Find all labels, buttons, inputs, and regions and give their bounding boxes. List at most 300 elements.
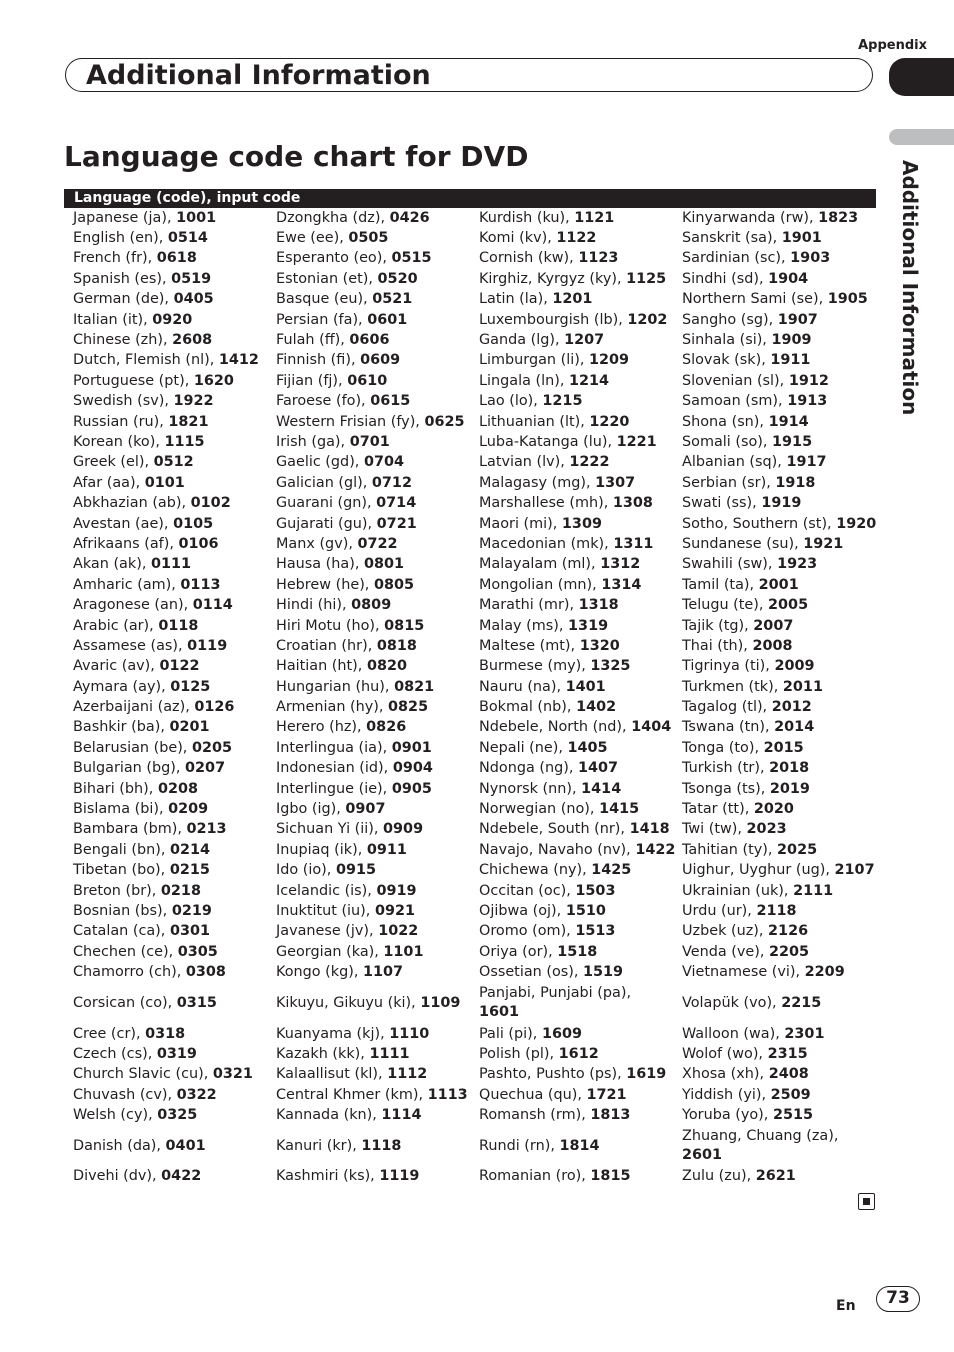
language-entry [73, 249, 197, 268]
language-name: Urdu (ur), [682, 902, 757, 919]
language-name: Manx (gv), [276, 535, 358, 552]
input-code: 2205 [768, 943, 810, 960]
table-cell [276, 432, 472, 452]
input-code: 0920 [152, 311, 193, 328]
language-name: Oriya (or), [479, 943, 558, 960]
table-cell [73, 555, 269, 575]
table-cell [276, 249, 472, 269]
language-name: Dzongkha (dz), [276, 209, 390, 226]
language-entry [479, 209, 614, 228]
language-name: Kinyarwanda (rw), [682, 209, 819, 226]
table-cell [682, 820, 878, 840]
language-name: Afrikaans (af), [73, 535, 179, 552]
language-name: Kalaallisut (kl), [276, 1066, 388, 1083]
language-name: Sanskrit (sa), [682, 230, 782, 247]
input-code: 1821 [168, 413, 209, 430]
table-cell [682, 249, 878, 269]
table-cell [276, 1024, 472, 1044]
table-cell [73, 453, 269, 473]
table-cell [479, 330, 675, 350]
table-cell [73, 228, 269, 248]
table-cell [276, 514, 472, 534]
input-code: 0514 [167, 230, 208, 247]
table-cell [682, 208, 878, 228]
table-cell [682, 269, 878, 289]
language-entry [276, 922, 418, 941]
language-entry [276, 555, 404, 574]
input-code: 0126 [194, 699, 235, 716]
input-code: 2023 [746, 821, 787, 838]
table-cell [682, 330, 878, 350]
language-name: Slovak (sk), [682, 352, 771, 369]
page-title: Language code chart for DVD [64, 140, 529, 173]
table-cell [682, 514, 878, 534]
table-cell [479, 983, 675, 1024]
input-code: 1201 [552, 291, 593, 308]
language-entry [682, 1025, 824, 1044]
table-cell [682, 922, 878, 942]
table-cell [73, 473, 269, 493]
input-code: 2608 [172, 332, 213, 349]
input-code: 0319 [156, 1045, 197, 1062]
table-column-2 [276, 208, 472, 1187]
table-cell [479, 249, 675, 269]
input-code: 2515 [772, 1107, 814, 1124]
input-code: 1123 [578, 250, 619, 267]
end-mark-square [863, 1198, 870, 1205]
language-name: Romanian (ro), [479, 1168, 591, 1185]
table-cell [479, 453, 675, 473]
input-code: 0218 [160, 882, 201, 899]
table-cell [276, 1167, 472, 1187]
language-entry [276, 718, 406, 737]
language-entry [73, 535, 219, 554]
language-entry [276, 841, 407, 860]
language-indicator: En [836, 1298, 856, 1314]
language-name: Igbo (ig), [276, 801, 346, 818]
table-cell [73, 983, 269, 1024]
language-entry [479, 494, 653, 513]
table-cell [479, 1126, 675, 1167]
input-code: 0904 [392, 760, 433, 777]
input-code: 1121 [574, 209, 615, 226]
language-entry [479, 984, 675, 1022]
language-entry [276, 1106, 421, 1125]
language-name: Fijian (fj), [276, 372, 348, 389]
table-cell [682, 555, 878, 575]
language-name: Chamorro (ch), [73, 964, 186, 981]
language-entry [479, 861, 631, 880]
input-code: 0322 [176, 1086, 217, 1103]
language-name: Georgian (ka), [276, 943, 384, 960]
language-name: Lao (lo), [479, 393, 543, 410]
input-code: 1513 [575, 923, 616, 940]
table-cell [73, 412, 269, 432]
language-entry [682, 861, 875, 880]
input-code: 1612 [558, 1045, 599, 1062]
input-code: 1913 [787, 393, 828, 410]
input-code: 0901 [391, 739, 432, 756]
language-entry [682, 902, 797, 921]
input-code: 0722 [357, 535, 398, 552]
language-entry [479, 433, 657, 452]
input-code: 2107 [834, 862, 875, 879]
input-code: 0919 [376, 882, 417, 899]
table-cell [682, 616, 878, 636]
table-cell [73, 432, 269, 452]
language-name: Turkmen (tk), [682, 678, 783, 695]
language-entry [682, 209, 858, 228]
input-code: 2018 [769, 760, 810, 777]
language-name: Ukrainian (uk), [682, 882, 794, 899]
table-cell [682, 636, 878, 656]
language-name: Tonga (to), [682, 739, 764, 756]
language-entry [479, 1086, 627, 1105]
section-header [65, 58, 873, 92]
language-name: Maori (mi), [479, 515, 562, 532]
language-name: Bosnian (bs), [73, 902, 172, 919]
language-entry [276, 800, 385, 819]
input-code: 0907 [345, 801, 386, 818]
language-entry [682, 372, 829, 391]
table-cell [73, 1167, 269, 1187]
table-cell [276, 575, 472, 595]
language-name: Marathi (mr), [479, 597, 579, 614]
table-column-1 [73, 208, 269, 1187]
input-code: 0714 [376, 495, 417, 512]
language-entry [73, 637, 227, 656]
input-code: 2601 [682, 1147, 723, 1164]
table-cell [276, 534, 472, 554]
chapter-tab-marker [889, 129, 954, 145]
language-entry [682, 994, 821, 1013]
table-cell [479, 269, 675, 289]
language-entry [682, 249, 830, 268]
language-entry [276, 739, 432, 758]
input-code: 0209 [168, 801, 209, 818]
language-entry [479, 249, 618, 268]
table-cell [73, 493, 269, 513]
input-code: 0215 [169, 862, 210, 879]
input-code: 1311 [613, 535, 654, 552]
input-code: 2012 [771, 699, 812, 716]
language-name: Swedish (sv), [73, 393, 174, 410]
language-entry [73, 718, 210, 737]
language-name: Kuanyama (kj), [276, 1025, 390, 1042]
input-code: 1119 [379, 1168, 420, 1185]
input-code: 1510 [565, 902, 606, 919]
table-cell [276, 881, 472, 901]
input-code: 0909 [383, 821, 424, 838]
language-name: Maltese (mt), [479, 637, 580, 654]
language-entry [682, 433, 812, 452]
table-cell [479, 942, 675, 962]
language-entry [682, 800, 794, 819]
input-code: 0102 [190, 495, 231, 512]
language-entry [73, 963, 226, 982]
language-entry [479, 290, 592, 309]
table-cell [479, 371, 675, 391]
language-name: Chinese (zh), [73, 332, 173, 349]
table-cell [479, 412, 675, 432]
input-code: 1412 [218, 352, 259, 369]
language-entry [479, 372, 609, 391]
input-code: 1620 [193, 372, 234, 389]
table-cell [73, 922, 269, 942]
input-code: 1920 [836, 515, 877, 532]
language-entry [682, 1086, 811, 1105]
language-name: Xhosa (xh), [682, 1066, 769, 1083]
table-cell [73, 575, 269, 595]
language-entry [682, 943, 809, 962]
table-cell [276, 616, 472, 636]
language-entry [73, 800, 208, 819]
language-entry [479, 820, 670, 839]
language-name: Kashmiri (ks), [276, 1168, 380, 1185]
language-entry [479, 1025, 582, 1044]
table-cell [276, 759, 472, 779]
table-cell [682, 779, 878, 799]
table-cell [479, 901, 675, 921]
input-code: 0201 [169, 719, 210, 736]
language-name: Somali (so), [682, 433, 773, 450]
language-name: Kannada (kn), [276, 1107, 382, 1124]
language-name: Occitan (oc), [479, 882, 576, 899]
language-entry [276, 1137, 401, 1156]
language-name: Croatian (hr), [276, 637, 377, 654]
input-code: 0301 [169, 923, 211, 940]
language-name: Amharic (am), [73, 576, 181, 593]
table-cell [682, 351, 878, 371]
language-entry [682, 637, 793, 656]
language-name: Bulgarian (bg), [73, 760, 186, 777]
language-name: Kanuri (kr), [276, 1137, 362, 1154]
language-entry [682, 739, 804, 758]
table-cell [73, 1085, 269, 1105]
language-entry [73, 1065, 253, 1084]
language-entry [479, 392, 582, 411]
input-code: 0208 [157, 780, 198, 797]
input-code: 1415 [599, 801, 640, 818]
language-entry [479, 963, 623, 982]
input-code: 2015 [763, 739, 804, 756]
language-name: Afar (aa), [73, 474, 145, 491]
language-name: Navajo, Navaho (nv), [479, 841, 636, 858]
table-cell [479, 657, 675, 677]
language-entry [479, 759, 618, 778]
table-cell [682, 759, 878, 779]
input-code: 1904 [768, 270, 809, 287]
language-name: Oromo (om), [479, 923, 576, 940]
input-code: 0821 [394, 678, 435, 695]
table-cell [682, 228, 878, 248]
language-name: Romansh (rm), [479, 1107, 591, 1124]
table-cell [479, 677, 675, 697]
language-name: Albanian (sq), [682, 454, 787, 471]
language-name: Zulu (zu), [682, 1168, 756, 1185]
language-entry [682, 820, 787, 839]
language-entry [73, 657, 200, 676]
input-code: 1402 [576, 699, 617, 716]
language-entry [276, 759, 433, 778]
input-code: 0205 [191, 739, 233, 756]
language-name: Northern Sami (se), [682, 291, 828, 308]
input-code: 1107 [363, 964, 404, 981]
language-entry [73, 515, 213, 534]
input-code: 1118 [361, 1137, 402, 1154]
language-name: Lithuanian (lt), [479, 413, 590, 430]
language-entry [479, 882, 615, 901]
language-name: Kirghiz, Kyrgyz (ky), [479, 270, 627, 287]
input-code: 0321 [212, 1066, 253, 1083]
table-cell [276, 840, 472, 860]
table-cell [73, 820, 269, 840]
table-cell [73, 534, 269, 554]
input-code: 1909 [771, 332, 812, 349]
table-cell [73, 718, 269, 738]
language-name: Luxembourgish (lb), [479, 311, 628, 328]
language-entry [276, 453, 404, 472]
language-name: Luba-Katanga (lu), [479, 433, 617, 450]
input-code: 0305 [177, 943, 218, 960]
input-code: 0405 [173, 291, 214, 308]
input-code: 2215 [781, 994, 822, 1011]
table-cell [479, 840, 675, 860]
table-cell [73, 269, 269, 289]
language-entry [276, 994, 460, 1013]
input-code: 1325 [590, 658, 631, 675]
table-cell [682, 942, 878, 962]
language-name: Bambara (bm), [73, 821, 187, 838]
input-code: 0615 [370, 393, 411, 410]
input-code: 1122 [556, 230, 597, 247]
table-cell [276, 1126, 472, 1167]
language-name: Twi (tw), [682, 821, 747, 838]
language-entry [73, 943, 218, 962]
language-name: Aymara (ay), [73, 678, 171, 695]
table-cell [682, 412, 878, 432]
table-cell [276, 1085, 472, 1105]
language-name: Quechua (qu), [479, 1086, 587, 1103]
table-cell [276, 697, 472, 717]
input-code: 0521 [372, 291, 413, 308]
table-cell [682, 493, 878, 513]
language-entry [682, 596, 808, 615]
language-entry [73, 1106, 197, 1125]
language-name: Interlingua (ia), [276, 739, 392, 756]
language-entry [73, 311, 192, 330]
language-name: Kongo (kg), [276, 964, 364, 981]
input-code: 1114 [381, 1107, 422, 1124]
section-title: Additional Information [86, 60, 431, 91]
input-code: 1601 [479, 1004, 520, 1021]
input-code: 2025 [777, 841, 818, 858]
input-code: 2009 [774, 658, 815, 675]
table-cell [276, 371, 472, 391]
input-code: 0114 [192, 597, 233, 614]
input-code: 0505 [348, 230, 389, 247]
input-code: 0815 [384, 617, 425, 634]
input-code: 2621 [755, 1168, 796, 1185]
table-cell [73, 636, 269, 656]
language-entry [73, 596, 233, 615]
table-cell [682, 1126, 878, 1167]
input-code: 2008 [752, 637, 793, 654]
language-name: Welsh (cy), [73, 1107, 158, 1124]
table-cell [479, 228, 675, 248]
language-name: Ewe (ee), [276, 230, 349, 247]
table-cell [682, 1024, 878, 1044]
language-entry [682, 718, 814, 737]
input-code: 1307 [595, 474, 636, 491]
input-code: 0122 [159, 658, 200, 675]
input-code: 1922 [173, 393, 214, 410]
language-name: Malagasy (mg), [479, 474, 596, 491]
table-cell [276, 208, 472, 228]
language-name: Norwegian (no), [479, 801, 600, 818]
language-entry [276, 1167, 419, 1186]
language-entry [73, 617, 198, 636]
language-entry [479, 474, 635, 493]
input-code: 1914 [768, 413, 809, 430]
language-name: Ndonga (ng), [479, 760, 578, 777]
table-cell [479, 534, 675, 554]
language-name: Bislama (bi), [73, 801, 169, 818]
language-entry [73, 209, 216, 228]
language-name: Bengali (bn), [73, 841, 171, 858]
language-name: Javanese (jv), [276, 923, 379, 940]
table-cell [479, 351, 675, 371]
input-code: 1422 [635, 841, 676, 858]
language-name: Latvian (lv), [479, 454, 570, 471]
table-cell [276, 799, 472, 819]
language-name: Ojibwa (oj), [479, 902, 566, 919]
input-code: 0905 [391, 780, 432, 797]
language-name: Chichewa (ny), [479, 862, 592, 879]
language-entry [276, 392, 410, 411]
table-cell [479, 779, 675, 799]
table-cell [73, 799, 269, 819]
input-code: 0401 [165, 1137, 206, 1154]
table-cell [479, 310, 675, 330]
side-section-label: Additional Information [898, 160, 922, 416]
language-entry [479, 331, 604, 350]
input-code: 1202 [627, 311, 668, 328]
table-cell [479, 881, 675, 901]
language-name: Nepali (ne), [479, 739, 568, 756]
input-code: 0519 [171, 270, 212, 287]
language-entry [73, 270, 211, 289]
language-entry [73, 902, 212, 921]
language-name: Russian (ru), [73, 413, 169, 430]
language-name: Vietnamese (vi), [682, 964, 805, 981]
language-name: Tswana (tn), [682, 719, 775, 736]
language-name: Avaric (av), [73, 658, 160, 675]
input-code: 2315 [767, 1045, 808, 1062]
language-entry [682, 331, 812, 350]
input-code: 1815 [590, 1168, 631, 1185]
table-cell [682, 595, 878, 615]
table-cell [479, 616, 675, 636]
language-entry [73, 841, 210, 860]
language-entry [73, 1137, 206, 1156]
table-cell [682, 1065, 878, 1085]
language-name: Sardinian (sc), [682, 250, 791, 267]
language-entry [276, 249, 432, 268]
table-cell [73, 249, 269, 269]
language-entry [276, 902, 415, 921]
input-code: 1125 [626, 270, 667, 287]
